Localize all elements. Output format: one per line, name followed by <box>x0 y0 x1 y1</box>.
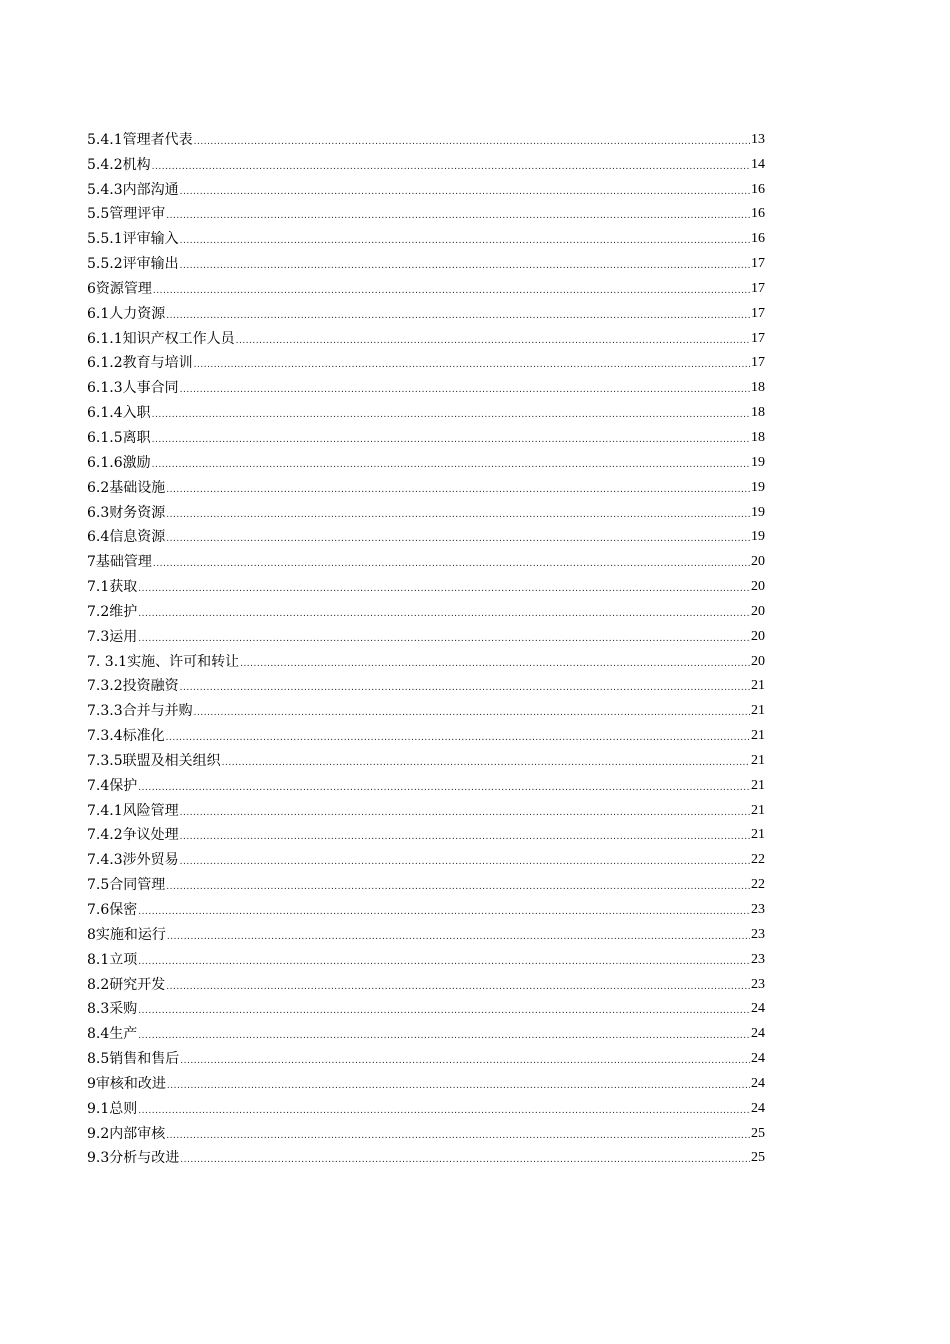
toc-entry-page-number: 18 <box>751 429 765 445</box>
toc-entry[interactable] <box>87 969 765 994</box>
toc-entry[interactable] <box>87 323 765 348</box>
dot-leader <box>138 607 750 621</box>
toc-entry[interactable] <box>87 124 765 149</box>
dot-leader <box>180 1153 750 1167</box>
toc-entry[interactable] <box>87 546 765 571</box>
dot-leader <box>180 185 750 199</box>
toc-entry-title: 6.1.6激励 <box>87 454 151 471</box>
dot-leader <box>138 632 750 646</box>
dot-leader <box>167 1079 750 1093</box>
toc-entry-title: 5.5.1评审输入 <box>87 231 179 248</box>
toc-entry[interactable] <box>87 348 765 373</box>
toc-entry[interactable] <box>87 820 765 845</box>
toc-entry-title: 6.1.5离职 <box>87 429 151 446</box>
dot-leader <box>166 880 750 894</box>
toc-entry[interactable] <box>87 149 765 174</box>
toc-entry-page-number: 25 <box>751 1125 765 1141</box>
toc-entry-title: 7.4.3涉外贸易 <box>87 852 179 869</box>
toc-entry[interactable] <box>87 745 765 770</box>
toc-entry-page-number: 17 <box>751 280 765 296</box>
dot-leader <box>236 334 750 348</box>
toc-entry-page-number: 23 <box>751 926 765 942</box>
toc-entry-title: 6.3财务资源 <box>87 504 166 521</box>
toc-entry[interactable] <box>87 671 765 696</box>
dot-leader <box>166 1129 750 1143</box>
toc-entry-title: 6.2基础设施 <box>87 479 166 496</box>
toc-entry-title: 7.3.4标准化 <box>87 728 165 745</box>
toc-entry-title: 5.4.1管理者代表 <box>87 131 193 148</box>
toc-entry-title: 9.1总则 <box>87 1100 138 1117</box>
toc-entry-title: 7.5合同管理 <box>87 877 166 894</box>
toc-entry[interactable] <box>87 695 765 720</box>
toc-entry-title: 7. 3.1实施、许可和转让 <box>87 653 240 670</box>
toc-entry-page-number: 16 <box>751 231 765 247</box>
toc-entry-page-number: 17 <box>751 256 765 272</box>
toc-entry-page-number: 24 <box>751 1001 765 1017</box>
toc-entry[interactable] <box>87 1018 765 1043</box>
toc-entry[interactable] <box>87 1068 765 1093</box>
toc-entry-title: 6.4信息资源 <box>87 529 166 546</box>
dot-leader <box>138 781 750 795</box>
dot-leader <box>138 1004 750 1018</box>
toc-entry[interactable] <box>87 1118 765 1143</box>
toc-entry-title: 6.1.4入职 <box>87 405 151 422</box>
toc-entry-page-number: 24 <box>751 1075 765 1091</box>
toc-entry[interactable] <box>87 522 765 547</box>
toc-entry[interactable] <box>87 994 765 1019</box>
toc-entry-page-number: 21 <box>751 752 765 768</box>
toc-entry[interactable] <box>87 919 765 944</box>
toc-entry[interactable] <box>87 1143 765 1168</box>
toc-entry-title: 9审核和改进 <box>87 1075 166 1092</box>
dot-leader <box>240 657 750 671</box>
dot-leader <box>180 806 750 820</box>
toc-entry-page-number: 19 <box>751 529 765 545</box>
toc-entry-title: 6.1.2教育与培训 <box>87 355 193 372</box>
toc-entry-page-number: 24 <box>751 1051 765 1067</box>
dot-leader <box>180 830 750 844</box>
toc-entry-title: 9.3分析与改进 <box>87 1150 180 1167</box>
toc-entry[interactable] <box>87 223 765 248</box>
toc-entry-page-number: 16 <box>751 181 765 197</box>
dot-leader <box>138 1104 750 1118</box>
toc-entry-title: 5.4.2机构 <box>87 156 151 173</box>
toc-entry-title: 7.3.3合并与并购 <box>87 703 193 720</box>
toc-entry-title: 9.2内部审核 <box>87 1125 166 1142</box>
toc-entry-title: 7基础管理 <box>87 554 152 571</box>
dot-leader <box>138 1029 750 1043</box>
toc-entry-page-number: 23 <box>751 902 765 917</box>
toc-entry[interactable] <box>87 497 765 522</box>
dot-leader <box>152 433 750 447</box>
toc-entry[interactable] <box>87 770 765 795</box>
toc-entry-page-number: 22 <box>751 877 765 893</box>
toc-entry-page-number: 19 <box>751 454 765 470</box>
toc-entry-title: 7.4保护 <box>87 777 138 794</box>
toc-entry-title: 5.5管理评审 <box>87 206 166 223</box>
toc-entry[interactable] <box>87 646 765 671</box>
dot-leader <box>153 557 750 571</box>
toc-entry-title: 7.3运用 <box>87 628 138 645</box>
dot-leader <box>180 855 750 869</box>
dot-leader <box>153 284 750 298</box>
dot-leader <box>152 160 750 174</box>
toc-entry-title: 7.4.1风险管理 <box>87 802 179 819</box>
toc-entry-page-number: 22 <box>751 852 765 868</box>
toc-entry-title: 8.4生产 <box>87 1026 138 1043</box>
toc-entry-title: 8实施和运行 <box>87 926 166 943</box>
toc-entry-title: 7.1获取 <box>87 579 138 596</box>
toc-entry[interactable] <box>87 571 765 596</box>
toc-entry[interactable] <box>87 944 765 969</box>
toc-entry-title: 6.1.3人事合同 <box>87 380 179 397</box>
dot-leader <box>166 731 750 745</box>
toc-entry-title: 7.3.2投资融资 <box>87 678 179 695</box>
toc-entry-page-number: 20 <box>751 554 765 570</box>
toc-entry[interactable] <box>87 298 765 323</box>
toc-entry-page-number: 25 <box>751 1150 765 1166</box>
toc-entry[interactable] <box>87 199 765 224</box>
toc-entry-page-number: 21 <box>751 777 765 793</box>
dot-leader <box>138 582 750 596</box>
toc-entry-page-number: 20 <box>751 603 765 619</box>
toc-entry-title: 8.2研究开发 <box>87 976 166 993</box>
dot-leader <box>138 905 750 919</box>
dot-leader <box>166 980 750 994</box>
dot-leader <box>166 508 750 522</box>
toc-entry-title: 6.1.1知识产权工作人员 <box>87 330 235 347</box>
toc-entry-title: 8.5销售和售后 <box>87 1051 180 1068</box>
dot-leader <box>194 706 750 720</box>
toc-entry-page-number: 21 <box>751 678 765 694</box>
dot-leader <box>180 234 750 248</box>
toc-entry-page-number: 24 <box>751 1026 765 1042</box>
toc-entry[interactable] <box>87 273 765 298</box>
dot-leader <box>166 309 750 323</box>
toc-entry-page-number: 18 <box>751 405 765 421</box>
toc-entry-page-number: 19 <box>751 479 765 495</box>
toc-entry-page-number: 20 <box>751 579 765 595</box>
dot-leader <box>180 259 750 273</box>
dot-leader <box>180 681 750 695</box>
toc-entry-title: 5.4.3内部沟通 <box>87 181 179 198</box>
toc-entry-page-number: 19 <box>751 504 765 520</box>
toc-entry-page-number: 13 <box>751 131 765 147</box>
dot-leader <box>180 383 750 397</box>
dot-leader <box>166 483 750 497</box>
toc-entry[interactable] <box>87 174 765 199</box>
dot-leader <box>152 408 750 422</box>
dot-leader <box>167 930 750 944</box>
dot-leader <box>180 1054 750 1068</box>
toc-entry-page-number: 18 <box>751 380 765 396</box>
toc-entry[interactable] <box>87 844 765 869</box>
toc-entry-page-number: 24 <box>751 1100 765 1116</box>
toc-entry[interactable] <box>87 720 765 745</box>
dot-leader <box>166 532 750 546</box>
toc-entry[interactable] <box>87 596 765 621</box>
dot-leader <box>194 358 750 372</box>
toc-entry-title: 6.1人力资源 <box>87 305 166 322</box>
toc-entry[interactable] <box>87 795 765 820</box>
toc-entry-page-number: 17 <box>751 330 765 346</box>
dot-leader <box>138 955 750 969</box>
toc-entry-page-number: 16 <box>751 206 765 222</box>
toc-entry[interactable] <box>87 472 765 497</box>
toc-entry-title: 5.5.2评审输出 <box>87 256 179 273</box>
toc-entry-title: 6资源管理 <box>87 280 152 297</box>
toc-entry-page-number: 21 <box>751 802 765 818</box>
table-of-contents <box>87 124 765 1167</box>
toc-entry-page-number: 14 <box>751 156 765 172</box>
toc-entry-page-number: 17 <box>751 355 765 371</box>
toc-entry-title: 7.4.2争议处理 <box>87 827 179 844</box>
toc-entry[interactable] <box>87 372 765 397</box>
toc-entry-page-number: 21 <box>751 703 765 719</box>
toc-entry[interactable] <box>87 1043 765 1068</box>
dot-leader <box>194 135 750 149</box>
toc-entry[interactable] <box>87 422 765 447</box>
toc-entry-title: 8.1立项 <box>87 951 138 968</box>
toc-entry[interactable] <box>87 869 765 894</box>
toc-entry-page-number: 20 <box>751 628 765 644</box>
toc-entry-title: 7.2维护 <box>87 603 138 620</box>
toc-entry-page-number: 17 <box>751 305 765 321</box>
toc-entry-page-number: 23 <box>751 951 765 967</box>
dot-leader <box>166 209 750 223</box>
toc-entry-page-number: 21 <box>751 728 765 744</box>
toc-entry-page-number: 20 <box>751 653 765 669</box>
toc-entry-title: 7.3.5联盟及相关组织 <box>87 752 221 769</box>
dot-leader <box>222 756 750 770</box>
toc-entry-title: 7.6保密 <box>87 902 138 918</box>
dot-leader <box>152 458 750 472</box>
toc-entry[interactable] <box>87 621 765 646</box>
toc-entry-page-number: 21 <box>751 827 765 843</box>
toc-entry[interactable] <box>87 1093 765 1118</box>
toc-entry-page-number: 23 <box>751 976 765 992</box>
toc-entry[interactable] <box>87 447 765 472</box>
toc-entry-title: 8.3采购 <box>87 1001 138 1018</box>
toc-entry[interactable] <box>87 894 765 919</box>
toc-entry[interactable] <box>87 248 765 273</box>
toc-entry[interactable] <box>87 397 765 422</box>
